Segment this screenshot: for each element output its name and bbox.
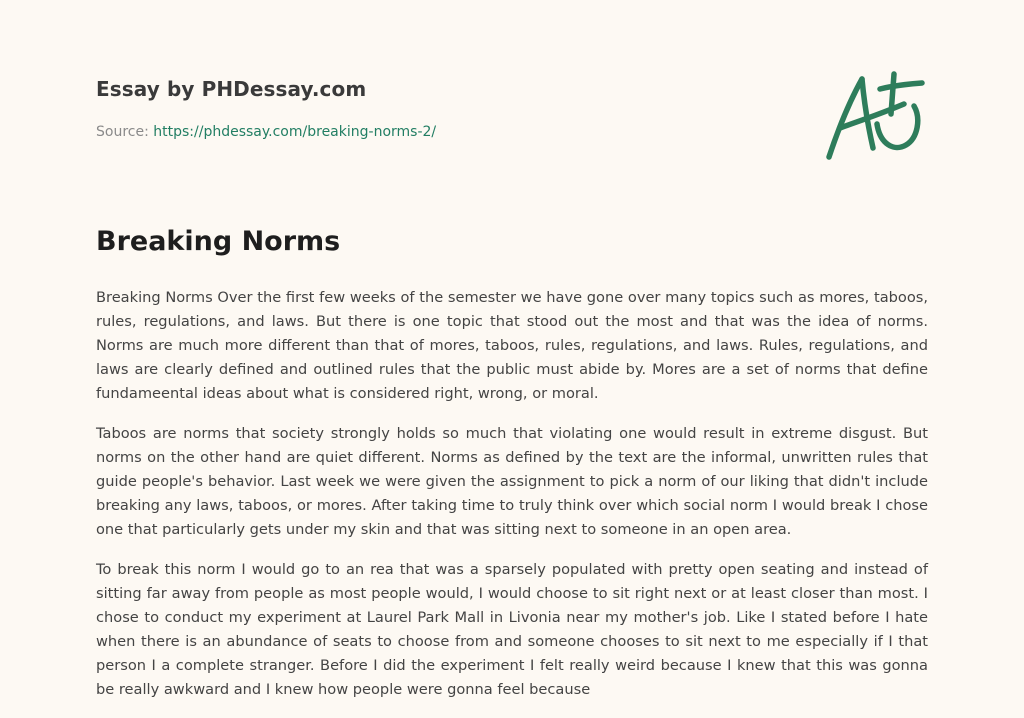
a-plus-icon <box>818 66 930 166</box>
source-line <box>96 124 436 140</box>
paragraph: To break this norm I would go to an rea that was a sparsely populated with pretty open seating and instead of sitting far away from people as most people would, I would choose to sit right next or at least closer than most. I chose to conduct my experiment at Laurel Park Mall in Livonia near my mother's job. Like I stated before I hate when there is an abundance of seats to choose from and someone chooses to sit next to me especially if I that person I a complete stranger. Before I did the experiment I felt really weird because I knew that this was gonna be really awkward and I knew how people were gonna feel because <box>96 561 928 698</box>
source-label: Source: <box>96 124 154 140</box>
site-brand: Essay by PHDessay.com <box>96 77 367 101</box>
essay-title: Breaking Norms <box>96 226 341 257</box>
paragraph: Breaking Norms Over the first few weeks of the semester we have gone over many topics such as mores, taboos, rules, regulations, and laws. But there is one topic that stood out the most and that was the idea of norms. Norms are much more different than that of mores, taboos, rules, regulations, and laws. Rules, regulations, and laws are clearly defined and outlined rules that the public must abide by. Mores are a set of norms that define fundameental ideas about what is considered right, wrong, or moral. <box>96 289 928 402</box>
paragraph: Taboos are norms that society strongly holds so much that violating one would result in extreme disgust. But norms on the other hand are quiet different. Norms as defined by the text are the informal, unwritten rules that guide people's behavior. Last week we were given the assignment to pick a norm of our liking that didn't include breaking any laws, taboos, or mores. After taking time to truly think over which social norm I would break I chose one that particularly gets under my skin and that was sitting next to someone in an open area. <box>96 425 928 538</box>
essay-body <box>96 286 928 718</box>
source-link[interactable]: https://phdessay.com/breaking-norms-2/ <box>153 124 437 140</box>
